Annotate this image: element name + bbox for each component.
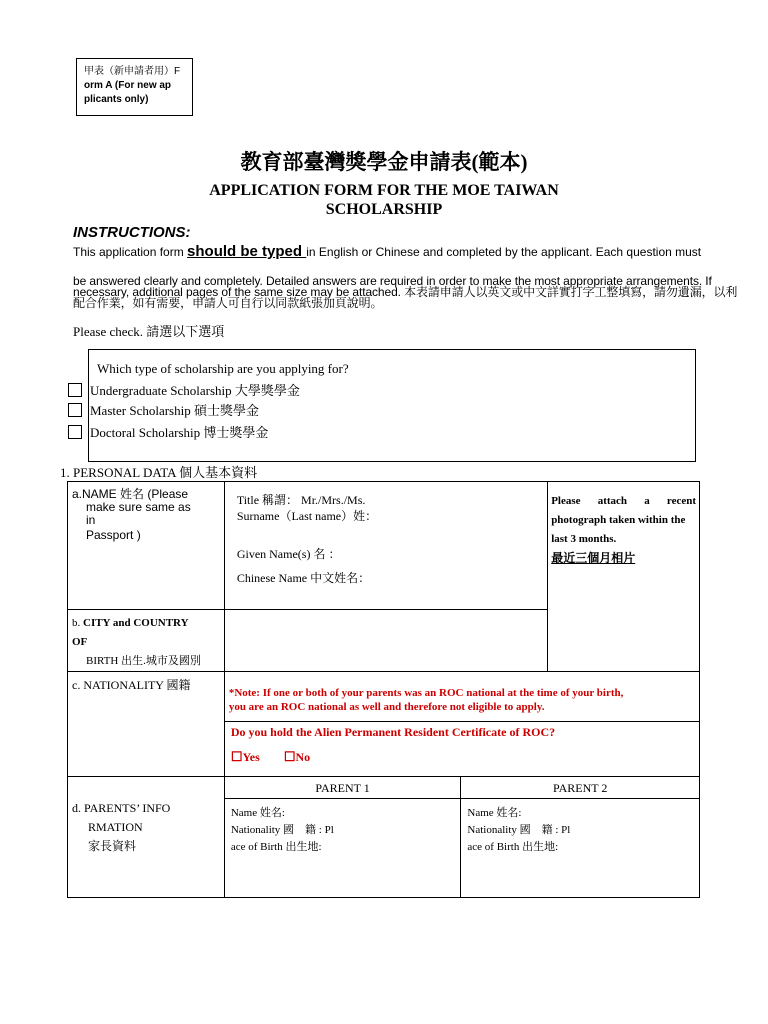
alien-certificate-question: Do you hold the Alien Permanent Resident Certificate of ROC? [230, 725, 556, 739]
title-field[interactable]: Title 稱謂： Mr./Mrs./Ms. [236, 493, 366, 507]
scholarship-question: Which type of scholarship are you applying for? [97, 361, 349, 376]
section-1-heading: 1. PERSONAL DATA 個人基本資料 [60, 465, 258, 480]
title-chinese: 教育部臺灣獎學金申請表(範本) [240, 150, 528, 174]
please-check-label: Please check. 請選以下選項 [73, 324, 225, 339]
given-name-field[interactable]: Given Name(s) 名 ： [236, 547, 341, 561]
name-label-line-4: Passport ) [86, 528, 141, 542]
instructions-heading: INSTRUCTIONS: [73, 224, 191, 241]
checkbox-master[interactable] [68, 403, 82, 417]
form-label-line-1: 甲表（新申請者用）F [84, 66, 181, 77]
row-b-letter: b. [72, 617, 81, 629]
option-label-undergraduate: Undergraduate Scholarship 大學獎學金 [90, 383, 300, 398]
parents-label-line-1: d. PARENTS’ INFO [72, 801, 171, 815]
scholarship-option-undergraduate[interactable] [68, 380, 300, 399]
name-label-line-3: in [86, 513, 96, 527]
title-english-line-2: SCHOLARSHIP [325, 201, 443, 218]
personal-data-table [67, 481, 700, 898]
birthplace-label-line-1: CITY and COUNTRY [83, 617, 189, 629]
nationality-note-cell [224, 672, 699, 722]
instructions-paragraph-1 [73, 244, 743, 260]
no-option[interactable] [284, 749, 310, 765]
option-label-master: Master Scholarship 碩士獎學金 [90, 403, 259, 418]
nationality-label-cell [68, 672, 225, 777]
checkbox-doctoral[interactable] [68, 425, 82, 439]
parent-2-header: PARENT 2 [461, 777, 700, 799]
nationality-note-line-1: *Note: If one or both of your parents was an ROC national at the time of your birth, [228, 687, 624, 699]
nationality-label: NATIONALITY 國籍 [83, 678, 191, 692]
birthplace-input-cell[interactable] [224, 610, 547, 672]
birthplace-label-line-3: BIRTH 出生.城市及國別 [86, 655, 201, 667]
parent-1-name-field[interactable]: Name 姓名: [230, 807, 285, 819]
chinese-name-field[interactable]: Chinese Name 中文姓名： [236, 571, 371, 585]
instructions-emphasis: should be typed [187, 243, 307, 260]
name-label-line-1: NAME 姓名 (Please [82, 487, 189, 501]
title-english-line-1: APPLICATION FORM FOR THE MOE TAIWAN [209, 182, 559, 199]
parents-label-cell [68, 777, 225, 898]
name-fields-cell[interactable] [224, 482, 547, 610]
parent-2-name-field[interactable]: Name 姓名: [467, 807, 522, 819]
parent-2-nationality-field[interactable]: Nationality 國 籍 : Pl [467, 824, 571, 836]
form-type-label [76, 58, 193, 116]
nationality-note-line-2: you are an ROC national as well and therefore not eligible to apply. [228, 701, 545, 713]
scholarship-option-doctoral[interactable] [68, 422, 268, 441]
surname-field[interactable]: Surname（Last name）姓： [236, 509, 378, 523]
photo-note-line-1: Please attach a recent [551, 495, 696, 507]
parent-1-nationality-field[interactable]: Nationality 國 籍 : Pl [230, 824, 334, 836]
instructions-text-after: in English or Chinese and completed by the applicant. Each question must [306, 245, 702, 259]
photo-note-zh: 最近三個月相片 [551, 551, 636, 565]
scholarship-option-master[interactable] [68, 400, 259, 419]
form-label-line-2: orm A (For new ap [84, 80, 172, 91]
birthplace-label-cell [68, 610, 225, 672]
parent-2-cell[interactable] [461, 799, 700, 898]
row-a-letter: a. [72, 487, 83, 501]
name-label-line-2: make sure same as [86, 500, 191, 514]
option-label-doctoral: Doctoral Scholarship 博士獎學金 [90, 425, 269, 440]
form-label-line-3: plicants only) [84, 94, 149, 105]
birthplace-label-line-2: OF [72, 636, 88, 648]
instructions-text-before: This application form [73, 245, 188, 259]
parents-label-line-2: RMATION [88, 820, 143, 834]
row-c-letter: c. [72, 678, 81, 692]
parent-1-cell[interactable] [224, 799, 461, 898]
instructions-paragraph-2: be answered clearly and completely. Detailed answers are required in order to make the most appropriate arrangements. If necessary, additional pages of the same size may be attached. 本表請申請人以英文或中文詳實打字工整填寫，請勿遺漏，以利配合作業，如有需要，申請人可自行以同款紙張加頁說明。 [73, 274, 738, 310]
yes-checkbox-icon[interactable]: ☐ [230, 749, 243, 764]
photo-note-line-2: photograph taken within the [551, 514, 686, 526]
parent-2-birthplace-field[interactable]: ace of Birth 出生地: [467, 841, 559, 853]
alien-certificate-cell [224, 722, 699, 777]
yes-label: Yes [242, 750, 260, 764]
parent-1-header: PARENT 1 [224, 777, 461, 799]
name-label-cell [68, 482, 225, 610]
parent-1-birthplace-field[interactable]: ace of Birth 出生地: [230, 841, 322, 853]
no-checkbox-icon[interactable]: ☐ [283, 749, 296, 764]
parents-label-line-3: 家長資料 [88, 839, 137, 853]
checkbox-undergraduate[interactable] [68, 383, 82, 397]
photo-cell[interactable] [548, 482, 700, 672]
yes-option[interactable] [231, 749, 260, 765]
photo-note-line-3: last 3 months. [551, 533, 617, 545]
no-label: No [295, 750, 311, 764]
